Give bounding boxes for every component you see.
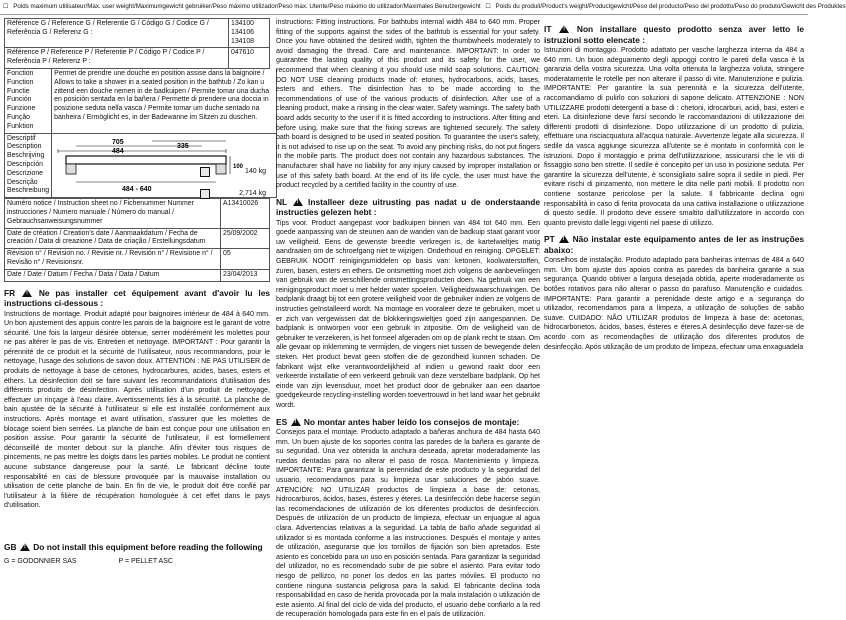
nl-heading (276, 197, 540, 218)
revision-date-value: 23/04/2013 (221, 269, 270, 281)
nl-flag-label: NL (276, 196, 288, 207)
ref-g-values: 134100 134106 134108 (229, 19, 270, 48)
it-body: Istruzioni di montaggio. Prodotto adattato per vasche larghezza interna da 484 a 640 mm. Un buon adeguamento degli appoggi contro le pareti della vasca è la garanzia della vostra sicurezza. Una volta ottenuta la larghezza voluta, stringere moderatamente le rotelle per non alterare il passo di vite. Manutenzione e pulizia. IMPORTANTE: Per garantire la sua perennità e la sicurezza dell'utente, raccomandiamo di pulirlo con soluzioni di sapone delicato. ATTENZIONE : NON UTILIZZARE prodotti detergenti a base di : chetoni, idrocarburi, acidi, basi, esteri e eteri. La disinfezione deve farsi secondo le raccomandazioni di utilizzazione dei differenti prodotti di disinfezione. Dopo utilizzazione di un prodotto di pulizia, effettuare una risciacquatura all'acqua naturale. Avvertenze legate alla sicurezza. Il sedile da vasca aggiunge sicurezza all'utente se è montato in conformità con le istruzioni. Dopo il montaggio e prima dell'utilizzazione, assicurarsi che le viti di fissaggio sono ben strette. Il sedile è concepito per un uso in posizione seduta. Per garantire la sicurezza dell'utente, è sconsigliato salire sopra il sedile in piedi. Per evitare rischi di pinzamento, non mettere le dita nelle parti mobili. Il prodotto non contiene sostanze pericolose per la salute. Il fabbricante declina ogni responsabilità in caso di ferita provocata da una cattiva installazione o utilizzazione di questo sedile. Il prodotto deve essere smaltito dall'utilizzatore in accordo con quanto previsto dalle leggi vigenti nel paese di utilizzo. (544, 47, 804, 227)
es-heading-text: No montar antes haber leído los consejos de montaje: (303, 416, 520, 427)
gb-heading-text: Do not install this equipment before reading the following (33, 542, 263, 552)
nl-body: Tips voor. Product aangepast voor badkuipen binnen van 484 tot 640 mm. Een goede aanpassing van de steunen aan de wanden van de badkuip staat garant voor uw veiligheid. Eens de gewenste breedte verkregen is, de kartelwieltjes matig aandraaien om de schroefgang niet te wijzigen. Onderhoud en reiniging. OPGELET: GEBRUIK NOOIT reinigingsmiddelen op basis van: ketonen, koolwaterstoffen, zuren, basen, esters en ethers. De ontsmetting moet zich volgens de aanbevelingen van gebruik van de verschillende ontsmettingsproducten doen. Na gebruik van een reinigingsproduct moet u met helder water spoelen. Veiligheidswaarschuwingen. De badplank draagt bij tot een grotere veiligheid voor de gebruiker indien ze volgens de instructies geïnstalleerd wordt. Na montage en vooraleer deze te gebruiken, moet u er zich van vergewissen dat de blokkeringswieltjes goed zijn aangespannen. De badplank is ontworpen voor een gebruik in zitpositie. Om de veiligheid van de gebruiker te verzekeren, is het formeel afgeraden om op de plank recht te staan. Om alle gevaar op inklemming te vermijden, de vingers niet tussen de bewegende delen steken. Het product bevat geen stoffen die de gezondheid kunnen schaden. De fabrikant wijst elke verantwoordelijkheid af indien u gewond raakt door een verkeerde installatie of een verkeerd gebruik van deze verstelbare badplank. Op het einde van zijn levensduur, moet het product door de gebruiker aan een daartoe goedgekeurde recycling-instelling worden toevertrouwd in het land waar het gebruikt wordt. (276, 219, 541, 409)
it-heading (544, 24, 804, 45)
gb-flag-label: GB (4, 542, 17, 552)
description-labels: Descriptif Description Beschrijving Descripción Descrizione Descrição Beschreibung (5, 133, 52, 198)
it-heading-text: Non installare questo prodotto senza aver letto le istruzioni sotto elencate : (544, 24, 804, 45)
product-weight-icon (200, 189, 210, 199)
dim-100: 100 (233, 163, 244, 170)
weight-panel (200, 161, 266, 205)
meta-table (4, 198, 270, 281)
warning-icon (291, 418, 301, 426)
pt-heading-text: Não instalar este equipamento antes de ler as instruções abaixo: (544, 234, 805, 255)
product-weight-icon: ☐ (485, 3, 491, 10)
dim-484: 484 (112, 147, 124, 155)
ref-p-label: Référence P / Reference P / Referentie P / Código P / Codice P / Referência P / Referenz P : (5, 48, 229, 69)
nl-heading-text: Installeer deze uitrusting pas nadat u de onderstaande instructies gelezen hebt : (276, 196, 541, 218)
function-labels: Fonction Function Functie Función Funzione Função Funktion (5, 69, 52, 133)
notice-value: A13410026 (221, 199, 270, 228)
date-value: 25/09/2002 (221, 228, 270, 249)
dim-484-640: 484 - 640 (122, 185, 152, 193)
dim-335: 335 (177, 142, 189, 150)
product-weight-row (200, 183, 266, 205)
en-body: instructions: Fitting instructions. For bathtubs internal width 484 to 640 mm. Proper fitting of the supports against the sides of the bathtub is essential for your safety. Once you have obtained the desired width, tighten the thumbwheels moderately to avoid damaging the thread. Care and maintenance. IMPORTANT: In order to guarantee the lasting quality of this product and its safety for the user, we recommend that when cleaning it you should use mild soap solutions. CAUTION: DO NOT USE cleaning products made of: etones, hydrocarbons, acids, bases, esters and ethers. The disinfection has to be made according to the recommendations of use of the various products of disinfection. After use of a cleaning product, make a rinsing in the clear water. Safety warnings. The safety bath board adds security to the user if it is fitted according to instructions. After fitting and before using, make sure that the fixing screws are tightened securely. The safety bath board is designed to be used in seated position. To guarantee the user's safety, it is not advised to rise up on the seat. To avoid any pinching risks, do not put fingers in the mobile parts. The product does not contain any hazardous substances. The manufacturer shall have no liability for any injury caused by improper installation or use of this safety bath board. At the end of its life cycle, the user must have the product recycled by a certified facility in the country of use. (276, 19, 540, 190)
fr-body: Instructions de montage. Produit adapté pour baignoires intérieur de 484 à 640 mm. Un bon ajustement des appuis contre les parois de la baignoire est le garant de votre sécurité. Une fois la largeur désirée obtenue, serrer modérément les molettes pour ne pas altérer le pas de vis. Entretien et nettoyage. IMPORTANT : Pour garantir la pérennité de ce produit et la sécurité de l'utilisateur, nous recommandons, pour le nettoyage, l'usage des solutions de savon doux. ATTENTION : NE PAS UTILISER de produits de nettoyage à base de cétones, hydrocarbures, acides, bases, esters et éthers. La désinfection doit se faire suivant les recommandations d'utilisation des différents produits de désinfection. Après utilisation d'un produit de nettoyage, effectuer un rinçage à l'eau claire. Avertissements liés à la sécurité. La planche de bain ajustée de la sécurité à l'utilisateur si elle est installée conformément aux instructions. Après montage et avant utilisation, s'assurer que les molettes de blocage soient bien serrées. La planche de bain est conçue pour une utilisation en position assise. Pour garantir la sécurité de l'utilisateur, il est formellement déconseillé de monter debout sur la planche. Afin d'éviter tous risques de pincements, ne pas mettre les doigts dans les parties mobiles. Le produit ne contient aucune substance dangereuse pour la santé. Le fabricant décline toute responsabilité en cas de blessure provoquée par la mauvaise installation ou utilisation de cette planche de bain. En fin de vie, le produit doit être confié par l'utilisateur à la filière de récupération homologuée à cet effet dans le pays d'utilisation. (4, 310, 270, 510)
column-1 (4, 18, 270, 571)
ref-g-label: Référence G / Reference G / Referentie G / Código G / Codice G / Referência G / Referenz G : (5, 19, 229, 48)
revision-label: Révision n° / Revision no. / Revisie nr. / Revisión n° / Revisione n° / Revisão n° / Revisionsnr. (5, 249, 221, 270)
header-bar (0, 0, 846, 15)
es-heading (276, 417, 540, 428)
function-text: Permet de prendre une douche en position assise dans la baignoire / Allows to take a shower in a seated position in the bathtub / Zo kan u zittend een douche nemen in de badkuipen / Permite tomar una ducha en posición sentada en la bañera / Permette di prendere una doccia in posizione seduta nella vasca / Permite tomar um duche sentado na banheira / Ermöglicht es, in der Badewanne im Sitzen zu duschen. (52, 69, 277, 133)
product-weight-value: 2,714 kg (239, 190, 266, 198)
ref-p-value: 047610 (229, 48, 270, 69)
column-3 (544, 18, 804, 571)
revision-date-label: Date / Date / Datum / Fecha / Data / Data / Datum (5, 269, 221, 281)
warning-icon (22, 289, 32, 297)
date-label: Date de création / Creation's date / Aanmaakdatum / Fecha de creación / Data di creazione / Data de criação / Erstellungsdatum (5, 228, 221, 249)
es-flag-label: ES (276, 416, 288, 427)
it-flag-label: IT (544, 24, 552, 34)
legend-g: G = GODONNIER SAS (4, 558, 77, 565)
warning-icon (293, 198, 303, 206)
header-product-weight-text: Poids du produit/Product's weight/Productgewicht/Peso del producto/Peso del prodotto/Peso do produto/Gewicht des Produktes (495, 3, 846, 10)
es-body: Consejos para el montaje. Producto adaptado a bañeras anchura de 484 hasta 640 mm. Un buen ajuste de los soportes contra las paredes de la bañera es garante de su seguridad. Una vez obtenida la anchura deseada, apretar moderadamente las ruedas dentadas para no alterar el paso de rosca. Mantenimiento y limpieza. IMPORTANTE: Para garantizar la perennidad de este producto y la seguridad del usuario, recomendamos para su limpieza usar soluciones de jabón suave. ATENCIÓN: NO UTILIZAR productos de limpieza a base de: cetonas, hidrocarburos, ácidos, bases, ésteres y éteres. La desinfección debe hacerse según las recomendaciones de utilización de los diferentes productos de desinfección. Después de utilización de un producto de limpieza, efectuar un enjuague al agua clara. Advertencias relativas a la seguridad. La tabla de baño añade seguridad al utilizador si es montada conforme a las instrucciones. Después el montaje y antes de utilización, asegurarse que los tornillos de fijación son bien apretados. Este asiento es concebido para un uso en posición sentada. Para garantizar la seguridad del utilizador, no es recomendado subir de pie sobre el asiento. Para evitar todo riesgo de pellizco, no poner los dedos en las partes móviles. El producto no contiene ninguna sustancia peligrosa para la salud. El fabricante declina toda responsabilidad en caso de herida provocada por la mala instalación o utilización de este asiento. Al final del ciclo de vida del producto, el usuario debe confiarlo a la red de recuperación homologada para este fin en el país de utilización. (276, 429, 540, 619)
user-weight-value: 140 kg (244, 168, 266, 176)
header-user-weight-text: Poids maximum utilisateur/Max. user weight/Maximumgewicht gebruiker/Peso máximo utilizador/Peso max. Utente/Peso máximo do utilizador/Maximales Benutzergewicht (13, 3, 481, 10)
fr-heading-text: Ne pas installer cet équipement avant d'avoir lu les instructions ci-dessous : (4, 287, 271, 309)
fr-flag-label: FR (4, 287, 16, 298)
notice-label: Numéro notice / Instruction sheet no / Fichenummer Nummer instrucciones / Numero manuale / Número do manual / Gebrauchsanweisungsnummer (5, 199, 221, 228)
dim-705: 705 (112, 138, 124, 146)
legend-p: P = PELLET ASC (118, 558, 173, 565)
fr-heading (4, 288, 270, 309)
pt-heading (544, 234, 804, 255)
gb-heading (4, 542, 270, 552)
user-weight-icon (200, 167, 210, 177)
warning-icon (559, 235, 569, 243)
user-weight-icon: ☐ (3, 3, 9, 10)
pt-body: Conselhos de instalação. Produto adaptado para banheiras internas de 484 a 640 mm. Um bom ajuste dos apoios contra as paredes da banheira garante a sua segurança. Quando obtiver a largura desejada obtida, aperte moderadamente os botões rotativos para não alterar o passo do parafuso. Manutenção e cuidados. IMPORTANTE: Para garantir a perenidade deste artigo e a segurança do utilizador, recomendamos para a limpeza, a utilização de soluções de sabão suave. CUIDADO: NÃO UTILIZAR produtos de limpeza à base de: acetonas, hidrocarbonetos, ácidos, bases, ésteres e éteres.A desinfecção deve fazer-se de acordo com as recomendações de utilização dos diferentes produtos de desinfecção. Após utilização de um produto de limpeza, efectuar uma enxaguadela (544, 257, 804, 351)
user-weight-row (200, 161, 266, 183)
pt-flag-label: PT (544, 234, 555, 245)
manufacturer-legend (4, 558, 270, 565)
column-2 (276, 18, 541, 619)
warning-icon (559, 25, 569, 33)
warning-icon (20, 543, 30, 551)
spec-table (4, 18, 270, 69)
revision-value: 05 (221, 249, 270, 270)
